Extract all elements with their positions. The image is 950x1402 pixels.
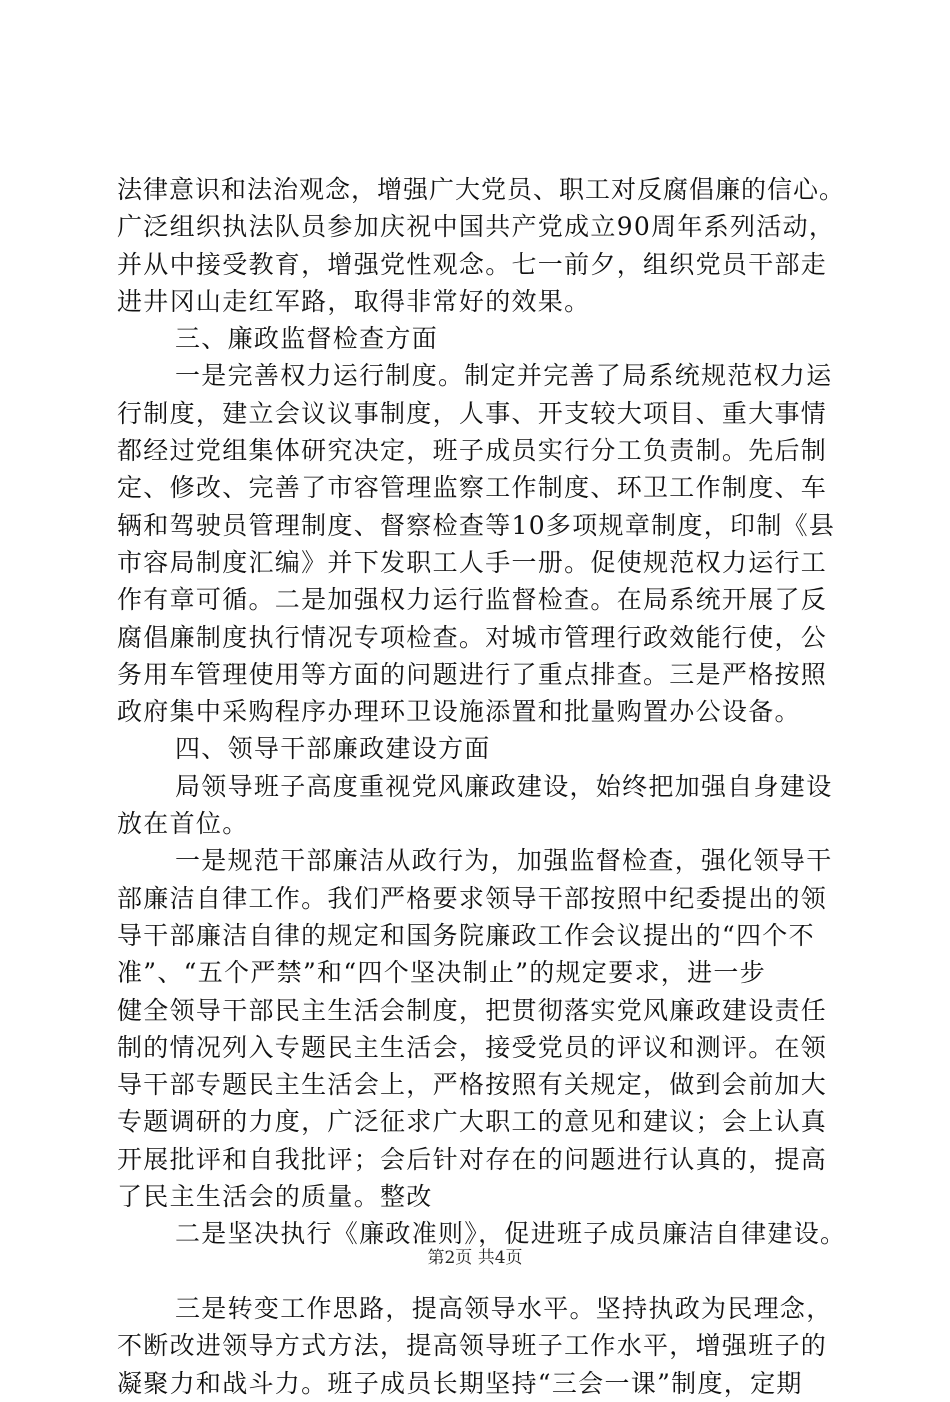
body-text-line: 市容局制度汇编》并下发职工人手一册。促使规范权力运行工 <box>117 547 828 577</box>
body-text-line: 二是坚决执行《廉政准则》，促进班子成员廉洁自律建设。 <box>175 1219 847 1249</box>
body-text-line: 局领导班子高度重视党风廉政建设，始终把加强自身建设 <box>175 771 833 801</box>
body-text-line: 部廉洁自律工作。我们严格要求领导干部按照中纪委提出的领 <box>117 883 828 913</box>
body-text-line: 辆和驾驶员管理制度、督察检查等10多项规章制度，印制《县 <box>117 510 836 540</box>
body-text-line: 不断改进领导方式方法，提高领导班子工作水平，增强班子的 <box>117 1331 828 1361</box>
body-text-line: 健全领导干部民主生活会制度，把贯彻落实党风廉政建设责任 <box>117 995 828 1025</box>
body-text-line: 一是规范干部廉洁从政行为，加强监督检查，强化领导干 <box>175 846 833 876</box>
body-text-line: 了民主生活会的质量。整改 <box>117 1182 433 1212</box>
section-heading-4: 四、领导干部廉政建设方面 <box>175 734 491 764</box>
body-text-line: 放在首位。 <box>117 809 249 839</box>
body-text-line: 导干部专题民主生活会上，严格按照有关规定，做到会前加大 <box>117 1070 828 1100</box>
body-text-line: 进井冈山走红军路，取得非常好的效果。 <box>117 286 591 316</box>
body-text-line: 法律意识和法治观念，增强广大党员、职工对反腐倡廉的信心。 <box>117 175 846 204</box>
body-text-line: 务用车管理使用等方面的问题进行了重点排查。三是严格按照 <box>117 659 828 689</box>
body-text-line: 都经过党组集体研究决定，班子成员实行分工负责制。先后制 <box>117 436 828 466</box>
document-body <box>117 171 847 1402</box>
page-number-footer: 第2页 共4页 <box>427 1248 523 1268</box>
body-text-line: 三是转变工作思路，提高领导水平。坚持执政为民理念， <box>175 1293 833 1323</box>
section-heading-3: 三、廉政监督检查方面 <box>175 324 439 354</box>
body-text-line: 导干部廉洁自律的规定和国务院廉政工作会议提出的“四个不 <box>117 920 815 950</box>
body-text-line: 准”、“五个严禁”和“四个坚决制止”的规定要求，进一步 <box>117 958 767 988</box>
body-text-line: 行制度，建立会议议事制度，人事、开支较大项目、重大事情 <box>117 398 828 428</box>
body-text-line: 凝聚力和战斗力。班子成员长期坚持“三会一课”制度，定期 <box>117 1368 803 1398</box>
body-text-line: 政府集中采购程序办理环卫设施添置和批量购置办公设备。 <box>117 697 801 727</box>
body-text-line: 开展批评和自我批评；会后针对存在的问题进行认真的，提高 <box>117 1144 828 1174</box>
body-text-line: 定、修改、完善了市容管理监察工作制度、环卫工作制度、车 <box>117 473 828 503</box>
body-text-line: 作有章可循。二是加强权力运行监督检查。在局系统开展了反 <box>117 585 828 615</box>
body-text-line: 一是完善权力运行制度。制定并完善了局系统规范权力运 <box>175 361 833 391</box>
body-text-line: 腐倡廉制度执行情况专项检查。对城市管理行政效能行使，公 <box>117 622 828 652</box>
body-text-line: 专题调研的力度，广泛征求广大职工的意见和建议；会上认真 <box>117 1107 828 1137</box>
body-text-line: 广泛组织执法队员参加庆祝中国共产党成立90周年系列活动， <box>117 212 836 242</box>
body-text-line: 并从中接受教育，增强党性观念。七一前夕，组织党员干部走 <box>117 249 828 279</box>
body-text-line: 制的情况列入专题民主生活会，接受党员的评议和测评。在领 <box>117 1032 828 1062</box>
